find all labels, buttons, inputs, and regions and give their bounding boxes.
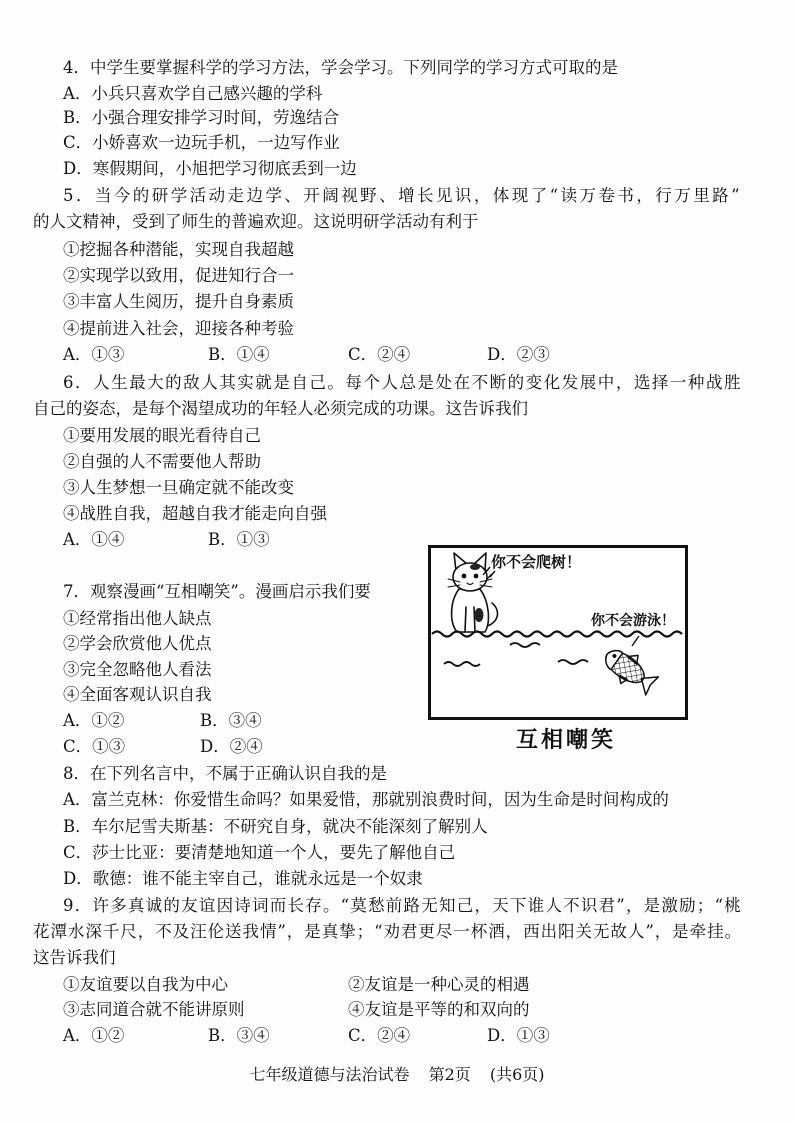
q7-choice-b: B．③④	[200, 711, 262, 730]
q4-option-c: C．小娇喜欢一边玩手机，一边写作业	[63, 133, 340, 152]
q6-stem-line-2: 自己的姿态，是每个渴望成功的年轻人必须完成的功课。这告诉我们	[33, 399, 528, 418]
q5-statement-1: ①挖掘各种潜能，实现自我超越	[63, 240, 294, 259]
cat-speech-text: 你不会爬树！	[491, 553, 582, 571]
q5-choice-c: C．②④	[348, 345, 411, 364]
q5-stem-line-2: 的人文精神，受到了师生的普遍欢迎。这说明研学活动有利于	[33, 212, 479, 231]
q9-choice-a: A．①②	[63, 1026, 125, 1045]
q5-choice-a: A．①③	[63, 345, 125, 364]
cat-body	[452, 589, 489, 632]
q7-statement-2: ②学会欣赏他人优点	[63, 634, 212, 653]
q6-choice-a: A．①④	[63, 530, 125, 549]
q6-choice-b: B．①③	[208, 530, 270, 549]
q7-choice-d: D．②④	[200, 737, 263, 756]
footer-total-pages: (共6页)	[489, 1065, 545, 1084]
page-footer	[0, 1064, 794, 1086]
q4-option-b: B．小强合理安排学习时间，劳逸结合	[63, 108, 340, 127]
q5-statement-2: ②实现学以致用，促进知行合一	[63, 266, 294, 285]
cat-eye-left	[462, 574, 467, 579]
q9-statement-4: ④友谊是平等的和双向的	[348, 1000, 530, 1019]
q9-choice-b: B．③④	[208, 1026, 270, 1045]
q5-statement-3: ③丰富人生阅历，提升自身素质	[63, 292, 294, 311]
q5-choice-b: B．①④	[208, 345, 270, 364]
q8-option-b: B．车尔尼雪夫斯基：不研究自身，就决不能深刻了解别人	[63, 817, 488, 836]
q5-choice-d: D．②③	[487, 345, 550, 364]
q4-option-a: A．小兵只喜欢学自己感兴趣的学科	[63, 84, 323, 103]
comic-panel	[428, 545, 688, 720]
comic-caption: 互相嘲笑	[516, 727, 617, 753]
cat-spot-body	[475, 608, 484, 622]
q4-stem-line-1: 4．中学生要掌握科学的学习方法，学会学习。下列同学的学习方式可取的是	[63, 58, 618, 77]
q9-stem-line-1: 9．许多真诚的友谊因诗词而长存。“莫愁前路无知己，天下谁人不识君”，是激励；“桃	[63, 896, 742, 915]
q9-statement-3: ③志同道合就不能讲原则	[63, 1000, 245, 1019]
q7-stem-line-1: 7．观察漫画“互相嘲笑”。漫画启示我们要	[63, 582, 371, 601]
q9-statement-1: ①友谊要以自我为中心	[63, 975, 228, 994]
q9-choice-c: C．②④	[348, 1026, 411, 1045]
q7-statement-1: ①经常指出他人缺点	[63, 609, 212, 628]
fish-speech-text: 你不会游泳！	[591, 613, 675, 629]
q6-stem-line-1: 6．人生最大的敌人其实就是自己。每个人总是处在不断的变化发展中，选择一种战胜	[63, 373, 742, 392]
q7-statement-4: ④全面客观认识自我	[63, 685, 212, 704]
q5-statement-4: ④提前进入社会，迎接各种考验	[63, 319, 294, 338]
q4-option-d: D．寒假期间，小旭把学习彻底丢到一边	[63, 159, 357, 178]
cat-leg-left	[465, 607, 466, 632]
q8-stem-line-1: 8．在下列名言中，不属于正确认识自我的是	[63, 764, 387, 783]
q8-option-c: C．莎士比亚：要清楚地知道一个人，要先了解他自己	[63, 843, 456, 862]
q9-stem-line-3: 这告诉我们	[33, 948, 116, 967]
cat-spot-head	[470, 564, 480, 570]
footer-page-number: 第2页	[428, 1065, 471, 1084]
q9-statement-2: ②友谊是一种心灵的相遇	[348, 975, 530, 994]
cat-eye-right	[474, 574, 479, 579]
q6-statement-2: ②自强的人不需要他人帮助	[63, 452, 261, 471]
q7-statement-3: ③完全忽略他人看法	[63, 660, 212, 679]
q6-statement-4: ④战胜自我，超越自我才能走向自强	[63, 504, 327, 523]
cat-leg-right	[474, 607, 475, 632]
q6-statement-1: ①要用发展的眼光看待自己	[63, 426, 261, 445]
q5-stem-line-1: 5．当今的研学活动走边学、开阔视野、增长见识，体现了“读万卷书，行万里路”	[63, 186, 742, 205]
q7-choice-a: A．①②	[63, 711, 125, 730]
q7-choice-c: C．①③	[63, 737, 126, 756]
q9-choice-d: D．①③	[487, 1026, 550, 1045]
q6-statement-3: ③人生梦想一旦确定就不能改变	[63, 478, 294, 497]
footer-subject: 七年级道德与法治试卷	[249, 1065, 410, 1084]
q8-option-a: A．富兰克林：你爱惜生命吗？如果爱惜，那就别浪费时间，因为生命是时间构成的	[63, 790, 669, 809]
q9-stem-line-2: 花潭水深千尺，不及汪伦送我情”，是真挚；“劝君更尽一杯酒，西出阳关无故人”，是牵挂。	[33, 922, 742, 941]
cat-head	[453, 563, 487, 591]
q8-option-d: D．歌德：谁不能主宰自己，谁就永远是一个奴隶	[63, 869, 423, 888]
